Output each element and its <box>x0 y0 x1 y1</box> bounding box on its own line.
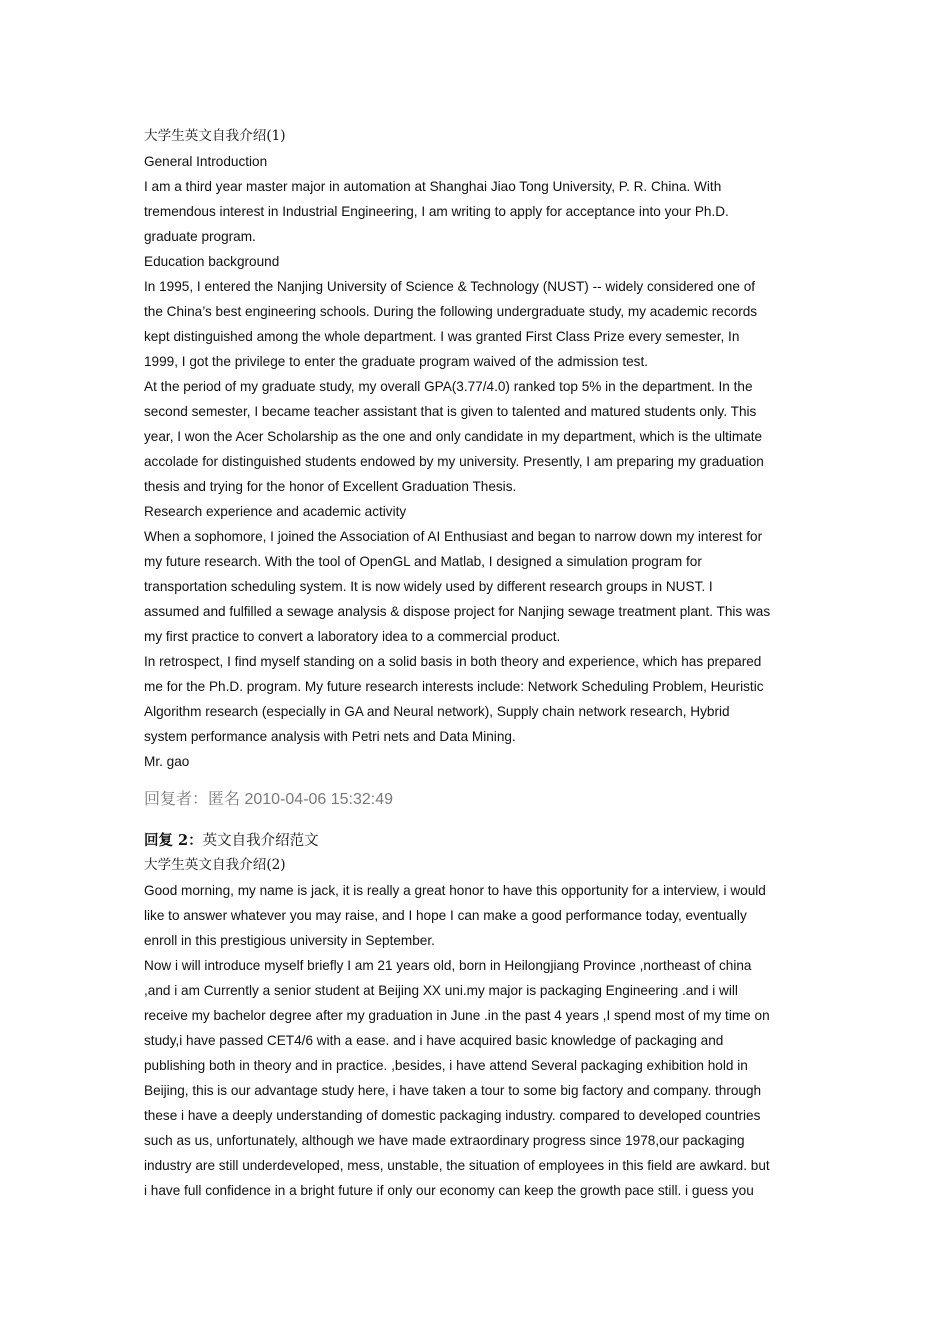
section-2-text <box>144 878 812 1203</box>
text-line: my first practice to convert a laboratory idea to a commercial product. <box>144 629 561 644</box>
text-line: At the period of my graduate study, my overall GPA(3.77/4.0) ranked top 5% in the department. In the <box>144 379 753 394</box>
text-line: industry are still underdeveloped, mess, unstable, the situation of employees in this field are awkard. but <box>144 1158 770 1173</box>
text-line: the China’s best engineering schools. During the following undergraduate study, my academic records <box>144 304 758 319</box>
text-line: kept distinguished among the whole department. I was granted First Class Prize every semester, In <box>144 329 740 344</box>
text-line: year, I won the Acer Scholarship as the one and only candidate in my department, which is the ultimate <box>144 429 763 444</box>
section-title: 大学生英文自我介绍(2) <box>144 857 286 873</box>
text-line: i have full confidence in a bright future if only our economy can keep the growth pace still. i guess you <box>144 1183 754 1198</box>
document-body <box>144 124 812 1203</box>
text-line: tremendous interest in Industrial Engineering, I am writing to apply for acceptance into your Ph.D. <box>144 204 729 219</box>
text-line: Beijing, this is our advantage study here, i have taken a tour to some big factory and company. through <box>144 1083 762 1098</box>
text-line: Algorithm research (especially in GA and Neural network), Supply chain network research, Hybrid <box>144 704 730 719</box>
text-line: like to answer whatever you may raise, and I hope I can make a good performance today, eventually <box>144 908 747 923</box>
text-line: Research experience and academic activity <box>144 504 407 519</box>
text-line: thesis and trying for the honor of Excellent Graduation Thesis. <box>144 479 517 494</box>
reply-heading <box>144 829 812 853</box>
text-line: I am a third year master major in automation at Shanghai Jiao Tong University, P. R. China. With <box>144 179 722 194</box>
text-line: In retrospect, I find myself standing on a solid basis in both theory and experience, which has prepared <box>144 654 762 669</box>
text-line: me for the Ph.D. program. My future research interests include: Network Scheduling Problem, Heuristic <box>144 679 764 694</box>
text-line: General Introduction <box>144 154 268 169</box>
text-line: publishing both in theory and in practice. ,besides, i have attend Several packaging exhibition hold in <box>144 1058 748 1073</box>
text-line: these i have a deeply understanding of domestic packaging industry. compared to developed countries <box>144 1108 761 1123</box>
reply-number: 回复 2： <box>144 832 203 849</box>
text-line: 1999, I got the privilege to enter the graduate program waived of the admission test. <box>144 354 649 369</box>
text-line: graduate program. <box>144 229 256 244</box>
text-line: In 1995, I entered the Nanjing University of Science & Technology (NUST) -- widely considered one of <box>144 279 756 294</box>
signature-line: Mr. gao <box>144 754 190 769</box>
text-line: assumed and fulfilled a sewage analysis & dispose project for Nanjing sewage treatment plant. This was <box>144 604 771 619</box>
text-line: such as us, unfortunately, although we have made extraordinary progress since 1978,our packaging <box>144 1133 745 1148</box>
section-title: 大学生英文自我介绍(1) <box>144 128 286 144</box>
text-line: receive my bachelor degree after my graduation in June .in the past 4 years ,I spend most of my time on <box>144 1008 770 1023</box>
text-line: system performance analysis with Petri nets and Data Mining. <box>144 729 516 744</box>
text-line: transportation scheduling system. It is now widely used by different research groups in NUST. I <box>144 579 713 594</box>
text-line: my future research. With the tool of OpenGL and Matlab, I designed a simulation program for <box>144 554 702 569</box>
text-line: enroll in this prestigious university in September. <box>144 933 435 948</box>
text-line: When a sophomore, I joined the Association of AI Enthusiast and began to narrow down my interest for <box>144 529 763 544</box>
text-line: second semester, I became teacher assistant that is given to talented and matured students only. This <box>144 404 757 419</box>
text-line: Good morning, my name is jack, it is really a great honor to have this opportunity for a interview, i would <box>144 883 766 898</box>
reply-subject: 英文自我介绍范文 <box>202 833 319 849</box>
text-line: Now i will introduce myself briefly I am 21 years old, born in Heilongjiang Province ,northeast of china <box>144 958 752 973</box>
section-1-text <box>144 149 812 774</box>
reply-datetime: 2010-04-06 15:32:49 <box>244 791 394 808</box>
text-line: ,and i am Currently a senior student at Beijing XX uni.my major is packaging Engineering .and i will <box>144 983 738 998</box>
reply-meta <box>144 786 812 813</box>
reply-author-label: 回复者：匿名 <box>144 789 241 808</box>
text-line: Education background <box>144 254 280 269</box>
text-line: study,i have passed CET4/6 with a ease. and i have acquired basic knowledge of packaging and <box>144 1033 724 1048</box>
text-line: accolade for distinguished students endowed by my university. Presently, I am preparing my graduation <box>144 454 764 469</box>
